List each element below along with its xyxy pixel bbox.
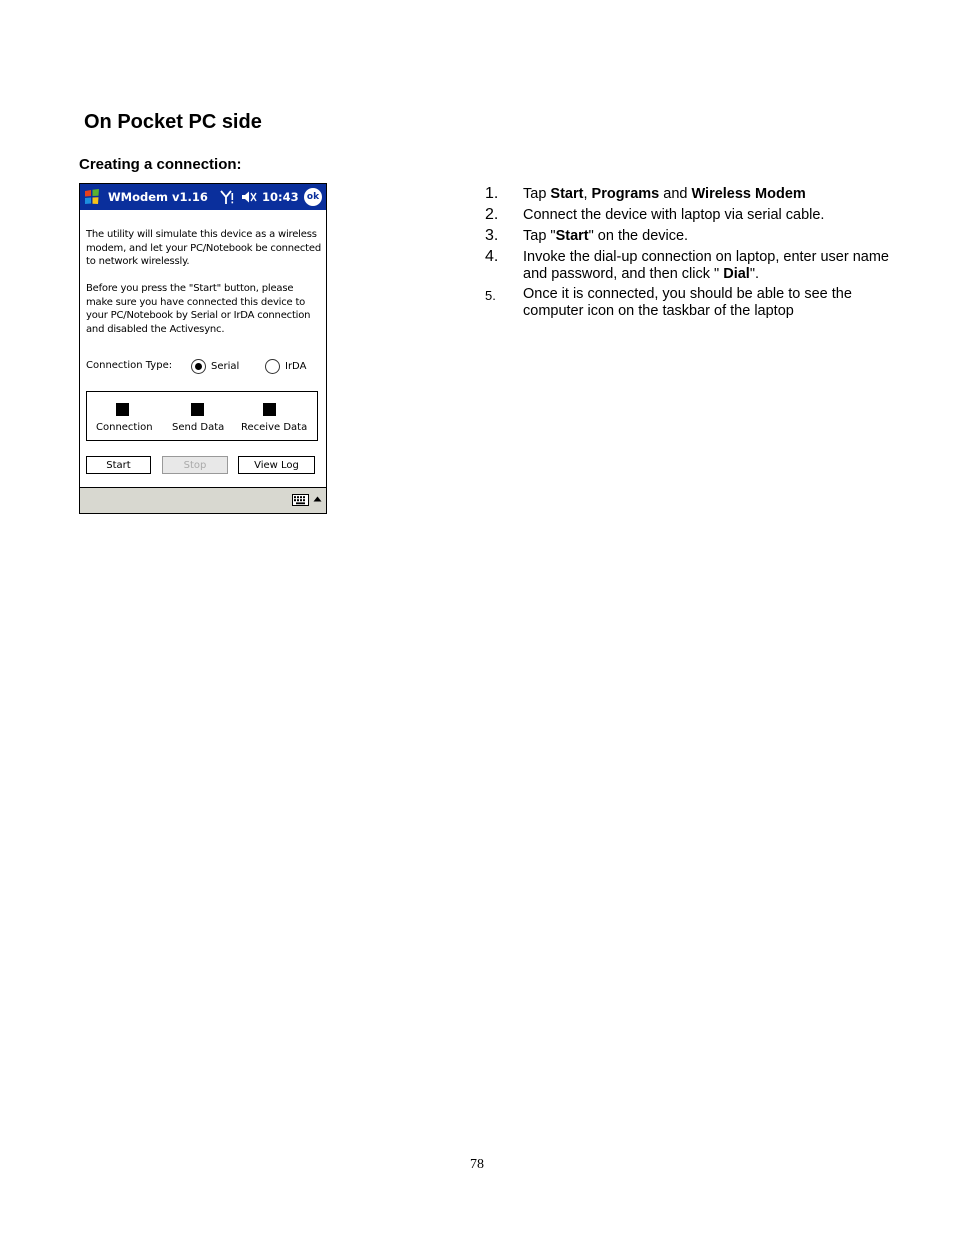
page-number: 78 [470, 1157, 484, 1172]
step-number: 5. [485, 288, 496, 303]
step-text: " on the device. [588, 228, 689, 244]
input-menu-arrow-icon[interactable] [313, 496, 322, 502]
step-text: , [583, 186, 592, 202]
step-item [485, 286, 905, 320]
receive-data-indicator [263, 403, 276, 416]
step-number: 1. [485, 185, 499, 202]
step-text: Connect the device with laptop via serial cable. [523, 207, 825, 223]
serial-radio[interactable] [191, 359, 206, 374]
irda-radio[interactable] [265, 359, 280, 374]
step-emphasis: Dial [723, 266, 750, 282]
ok-button[interactable]: ok [304, 188, 322, 206]
view-log-button[interactable]: View Log [238, 456, 315, 474]
step-text: and [659, 186, 692, 202]
connection-type-label: Connection Type: [86, 360, 173, 371]
intro-paragraph: The utility will simulate this device as a wireless modem, and let your PC/Notebook be connected to network wirelessly. [86, 229, 321, 267]
step-item [485, 207, 905, 224]
section-subheading: Creating a connection: [79, 156, 242, 173]
speaker-icon[interactable] [241, 190, 258, 204]
irda-radio-label[interactable]: IrDA [285, 361, 307, 372]
step-emphasis: Wireless Modem [691, 186, 806, 202]
step-number: 3. [485, 227, 499, 244]
step-emphasis: Start [555, 228, 589, 244]
send-data-indicator [191, 403, 204, 416]
ppc-titlebar [80, 184, 326, 210]
step-item [485, 228, 905, 245]
step-number: 4. [485, 248, 499, 265]
pocket-pc-screenshot [79, 183, 327, 514]
step-emphasis: Start [550, 186, 584, 202]
step-text: ". [749, 266, 759, 282]
step-item [485, 249, 905, 283]
step-text: Invoke the dial-up connection on laptop, enter user name and password, and then click " [523, 249, 889, 282]
send-data-indicator-label: Send Data [172, 422, 225, 433]
step-item [485, 186, 905, 203]
page-heading: On Pocket PC side [84, 111, 262, 133]
clock-time[interactable]: 10:43 [262, 190, 299, 204]
start-button[interactable]: Start [86, 456, 151, 474]
app-title: WModem v1.16 [108, 190, 208, 204]
step-emphasis: Programs [591, 186, 660, 202]
stop-button[interactable]: Stop [162, 456, 228, 474]
radio-selected-dot [195, 363, 202, 370]
step-text: Tap " [523, 228, 556, 244]
ppc-taskbar [80, 487, 326, 514]
step-text: Tap [523, 186, 551, 202]
connection-indicator-label: Connection [96, 422, 153, 433]
windows-start-icon[interactable] [82, 187, 102, 207]
keyboard-icon[interactable] [292, 494, 309, 506]
receive-data-indicator-label: Receive Data [241, 422, 308, 433]
instructions-paragraph: Before you press the "Start" button, please make sure you have connected this device to your PC/Notebook by Serial or IrDA connection and disabled the Activesync. [86, 283, 311, 335]
serial-radio-label[interactable]: Serial [211, 361, 240, 372]
connection-indicator [116, 403, 129, 416]
status-indicator-group [86, 391, 318, 441]
instruction-steps [485, 186, 905, 324]
step-text: Once it is connected, you should be able to see the computer icon on the taskbar of the laptop [523, 286, 852, 319]
step-number: 2. [485, 206, 499, 223]
signal-antenna-icon[interactable] [220, 189, 234, 205]
